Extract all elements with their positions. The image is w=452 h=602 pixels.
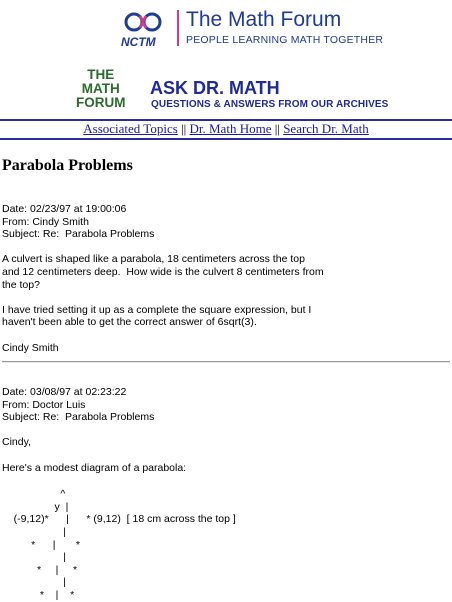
message-from: From: Cindy Smith <box>2 215 89 228</box>
message-subject: Subject: Re: Parabola Problems <box>2 228 155 241</box>
parabola-diagram: ^ y | (-9,12)* | * (9,12) [ 18 cm across the top ] | * | * | * | * | * | * <box>13 488 236 601</box>
nav-bar <box>0 121 452 137</box>
logo-line-1: THE <box>87 67 115 82</box>
nav-link-associated-topics[interactable]: Associated Topics <box>83 121 178 136</box>
nav-separator: || <box>181 121 187 136</box>
nav-separator: || <box>274 121 280 136</box>
message-date: Date: 03/08/97 at 02:23:22 <box>2 386 127 398</box>
message-body: Cindy, Here's a modest diagram of a parabola: <box>2 436 187 474</box>
message-from: From: Doctor Luis <box>2 398 86 411</box>
nav-bottom-rule <box>0 138 452 140</box>
nav-link-search-dr-math[interactable]: Search Dr. Math <box>283 121 369 136</box>
nav-link-dr-math-home[interactable]: Dr. Math Home <box>189 121 272 136</box>
nctm-label: NCTM <box>121 35 156 49</box>
math-forum-logo[interactable] <box>76 68 126 110</box>
message-2 <box>2 386 236 602</box>
logo-line-3: FORUM <box>76 95 126 110</box>
message-date: Date: 02/23/97 at 19:00:06 <box>2 203 127 215</box>
message-divider <box>2 361 450 363</box>
page-title: Parabola Problems <box>2 157 133 174</box>
message-body: A culvert is shaped like a parabola, 18 centimeters across the top and 12 centimeters deep. How wide is the culvert 8 centimeters from the top? I have tried setting it up as a complete the square expression, but I haven't been able to get the correct answer of 6sqrt(3). Cindy Smith <box>2 253 324 354</box>
header-divider <box>177 10 179 46</box>
forum-title[interactable]: The Math Forum <box>186 8 342 31</box>
forum-tagline: PEOPLE LEARNING MATH TOGETHER <box>186 34 384 46</box>
ask-dr-math-title: ASK DR. MATH <box>150 78 280 98</box>
message-1 <box>2 203 324 354</box>
ask-dr-math-subtitle: QUESTIONS & ANSWERS FROM OUR ARCHIVES <box>151 99 389 110</box>
logo-line-2: MATH <box>81 81 120 96</box>
message-subject: Subject: Re: Parabola Problems <box>2 411 155 424</box>
